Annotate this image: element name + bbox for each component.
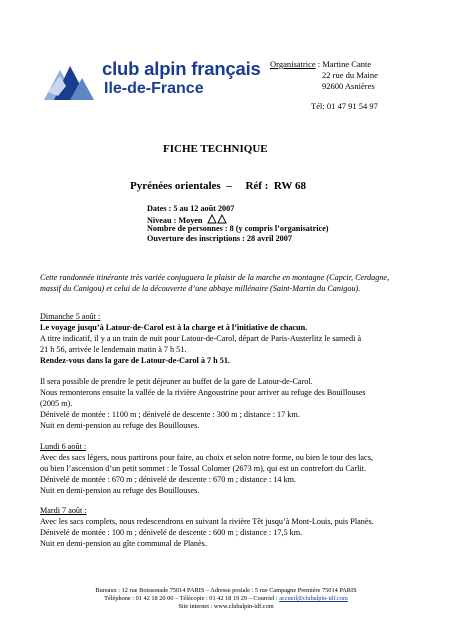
footer-address: Bureaux : 12 rue Boissonade 75014 PARIS – Adresse postale : 5 rue Campagne Première 75014 PARIS xyxy=(95,587,357,594)
footer-phone: Téléphone : 01 42 18 20 00 – Télécopie : 01 42 18 19 29 – Courriel : xyxy=(104,595,280,602)
day1-line: Le voyage jusqu’à Latour-de-Carol est à la charge et à l’initiative de chacun. xyxy=(40,323,308,332)
day1-heading: Dimanche 5 août : xyxy=(40,312,101,321)
day2-lodging: Nuit en demi-pension au refuge des Bouillouses. xyxy=(40,486,200,495)
day1-line: Il sera possible de prendre le petit déjeuner au buffet de la gare de Latour-de-Carol. xyxy=(40,377,313,386)
day1-elevation: Dénivelé de montée : 1100 m ; dénivelé de descente : 300 m ; distance : 17 km. xyxy=(40,410,300,419)
organizer-phone: Tél: 01 47 91 54 97 xyxy=(311,101,378,111)
trip-registration-open: Ouverture des inscriptions : 28 avril 2007 xyxy=(147,234,292,243)
page-title: FICHE TECHNIQUE xyxy=(163,143,268,155)
organizer-city: 92600 Asnières xyxy=(322,81,375,91)
trip-dates: Dates : 5 au 12 août 2007 xyxy=(147,204,235,213)
footer-email-link[interactable]: accueil@clubalpin-idf.com xyxy=(279,595,348,602)
day1-line: Nous remonterons ensuite la vallée de la rivière Angoustrine pour arriver au refuge des Bouillouses xyxy=(40,388,366,397)
organizer-name: : Martine Cante xyxy=(315,59,372,69)
day1-line: 21 h 56, arrivée le lendemain matin à 7 h 51. xyxy=(40,345,187,354)
club-logo xyxy=(40,58,261,108)
footer-website: Site internet : www.clubalpin-idf.com xyxy=(178,603,274,610)
day3-heading: Mardi 7 août : xyxy=(40,506,87,515)
organizer-label: Organisatrice xyxy=(270,59,316,69)
difficulty-triangles-icon xyxy=(207,214,227,224)
day2-line: Avec des sacs légers, nous partirons pour faire, au choix et selon notre forme, ou bien le tour des lacs, xyxy=(40,453,373,462)
day1-rendezvous: Rendez-vous dans la gare de Latour-de-Carol à 7 h 51. xyxy=(40,356,230,365)
day2-line: ou bien l’ascension d’un petit sommet : le Tossal Colomer (2673 m), qui est un contrefort du Carlit. xyxy=(40,464,367,473)
trip-level-text: Niveau : Moyen xyxy=(147,216,203,225)
trip-subtitle: Pyrénées orientales – Réf : RW 68 xyxy=(130,180,306,192)
logo-text-main: club alpin français xyxy=(102,58,261,79)
organizer-line xyxy=(270,59,371,69)
mountain-logo-icon xyxy=(40,62,98,102)
footer-contact xyxy=(0,595,452,603)
day3-lodging: Nuit en demi-pension au gîte communal de Planès. xyxy=(40,539,207,548)
trip-intro: Cette randonnée itinérante très variée conjuguera le plaisir de la marche en montagne (Capcir, Cerdagne, massif du Canigou) et celui de la découverte d’une abbaye millénaire (Saint-Martin du Canigou). xyxy=(40,273,390,293)
day2-heading: Lundi 6 août : xyxy=(40,442,87,451)
day3-line: Avec les sacs complets, nous redescendrons en suivant la rivière Têt jusqu’à Mont-Louis, puis Planès. xyxy=(40,517,374,526)
trip-participants: Nombre de personnes : 8 (y compris l’organisatrice) xyxy=(147,224,329,233)
day1-line: A titre indicatif, il y a un train de nuit pour Latour-de-Carol, départ de Paris-Austerlitz le samedi à xyxy=(40,334,362,343)
day1-line: (2005 m). xyxy=(40,399,73,408)
day1-lodging: Nuit en demi-pension au refuge des Bouillouses. xyxy=(40,421,200,430)
logo-text-region: Ile-de-France xyxy=(104,80,204,97)
organizer-street: 22 rue du Maine xyxy=(322,70,378,80)
day2-elevation: Dénivelé de montée : 670 m ; dénivelé de descente : 670 m ; distance : 14 km. xyxy=(40,475,297,484)
day3-elevation: Dénivelé de montée : 100 m ; dénivelé de descente : 600 m ; distance : 17,5 km. xyxy=(40,528,303,537)
